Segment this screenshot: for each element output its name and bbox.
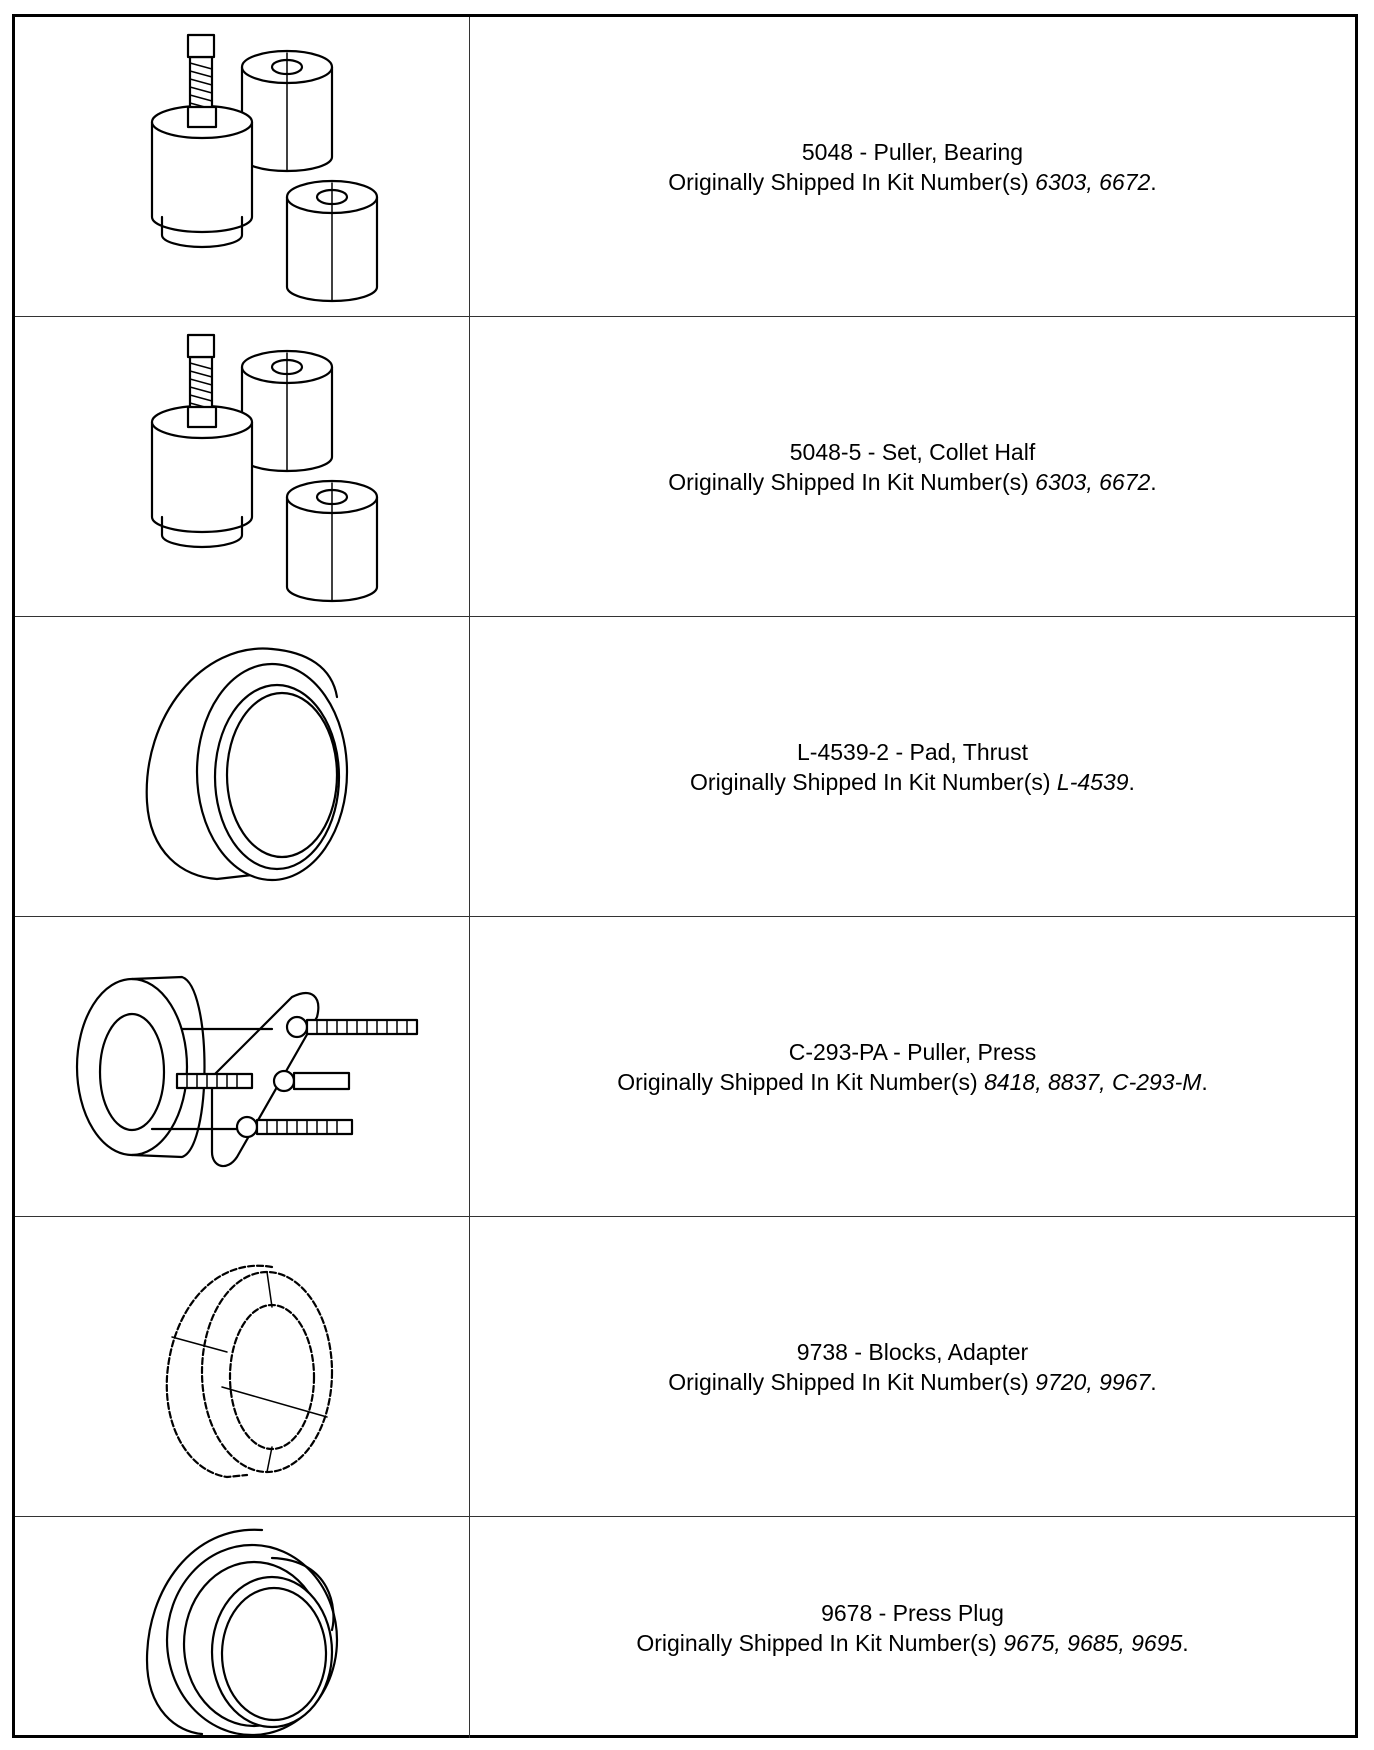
description-cell <box>470 1517 1355 1738</box>
kit-line <box>668 167 1156 197</box>
table-row <box>15 17 1355 317</box>
image-cell <box>15 17 470 316</box>
press-plug-icon <box>122 1520 362 1735</box>
kit-prefix: Originally Shipped In Kit Number(s) <box>617 1068 985 1095</box>
image-cell <box>15 617 470 916</box>
kit-line <box>636 1628 1188 1658</box>
table-row <box>15 917 1355 1217</box>
tool-title: 9738 - Blocks, Adapter <box>796 1338 1029 1365</box>
description-cell <box>470 17 1355 316</box>
description-cell <box>470 317 1355 616</box>
image-cell <box>15 1217 470 1516</box>
thrust-pad-icon <box>122 637 362 897</box>
bearing-puller-icon <box>92 27 392 307</box>
kit-suffix: . <box>1201 1068 1208 1095</box>
kit-prefix: Originally Shipped In Kit Number(s) <box>668 168 1036 195</box>
kit-numbers: L-4539 <box>1056 768 1129 795</box>
tool-title: C-293-PA - Puller, Press <box>788 1038 1037 1065</box>
table-row <box>15 317 1355 617</box>
table-row <box>15 1517 1355 1738</box>
adapter-blocks-icon <box>132 1247 352 1487</box>
kit-numbers: 8418, 8837, C-293-M <box>984 1068 1202 1095</box>
kit-line <box>690 767 1135 797</box>
table-row <box>15 617 1355 917</box>
kit-prefix: Originally Shipped In Kit Number(s) <box>690 768 1057 795</box>
kit-prefix: Originally Shipped In Kit Number(s) <box>668 468 1036 495</box>
kit-numbers: 6303, 6672 <box>1035 468 1151 495</box>
kit-line <box>617 1067 1208 1097</box>
kit-numbers: 9675, 9685, 9695 <box>1003 1629 1183 1656</box>
description-cell <box>470 917 1355 1216</box>
kit-prefix: Originally Shipped In Kit Number(s) <box>636 1629 1004 1656</box>
kit-suffix: . <box>1182 1629 1189 1656</box>
description-cell <box>470 617 1355 916</box>
image-cell <box>15 917 470 1216</box>
tools-table <box>12 14 1358 1738</box>
tool-title: 5048-5 - Set, Collet Half <box>789 438 1036 465</box>
kit-suffix: . <box>1150 468 1157 495</box>
description-cell <box>470 1217 1355 1516</box>
kit-numbers: 6303, 6672 <box>1035 168 1151 195</box>
tool-title: 5048 - Puller, Bearing <box>801 138 1024 165</box>
tool-title: L-4539-2 - Pad, Thrust <box>797 738 1028 765</box>
kit-suffix: . <box>1150 1368 1157 1395</box>
table-row <box>15 1217 1355 1517</box>
kit-line <box>668 467 1156 497</box>
press-puller-icon <box>62 957 422 1177</box>
kit-line <box>668 1367 1156 1397</box>
image-cell <box>15 317 470 616</box>
kit-suffix: . <box>1128 768 1135 795</box>
kit-prefix: Originally Shipped In Kit Number(s) <box>668 1368 1036 1395</box>
collet-half-set-icon <box>92 327 392 607</box>
kit-suffix: . <box>1150 168 1157 195</box>
kit-numbers: 9720, 9967 <box>1035 1368 1151 1395</box>
tool-title: 9678 - Press Plug <box>821 1599 1004 1626</box>
image-cell <box>15 1517 470 1738</box>
